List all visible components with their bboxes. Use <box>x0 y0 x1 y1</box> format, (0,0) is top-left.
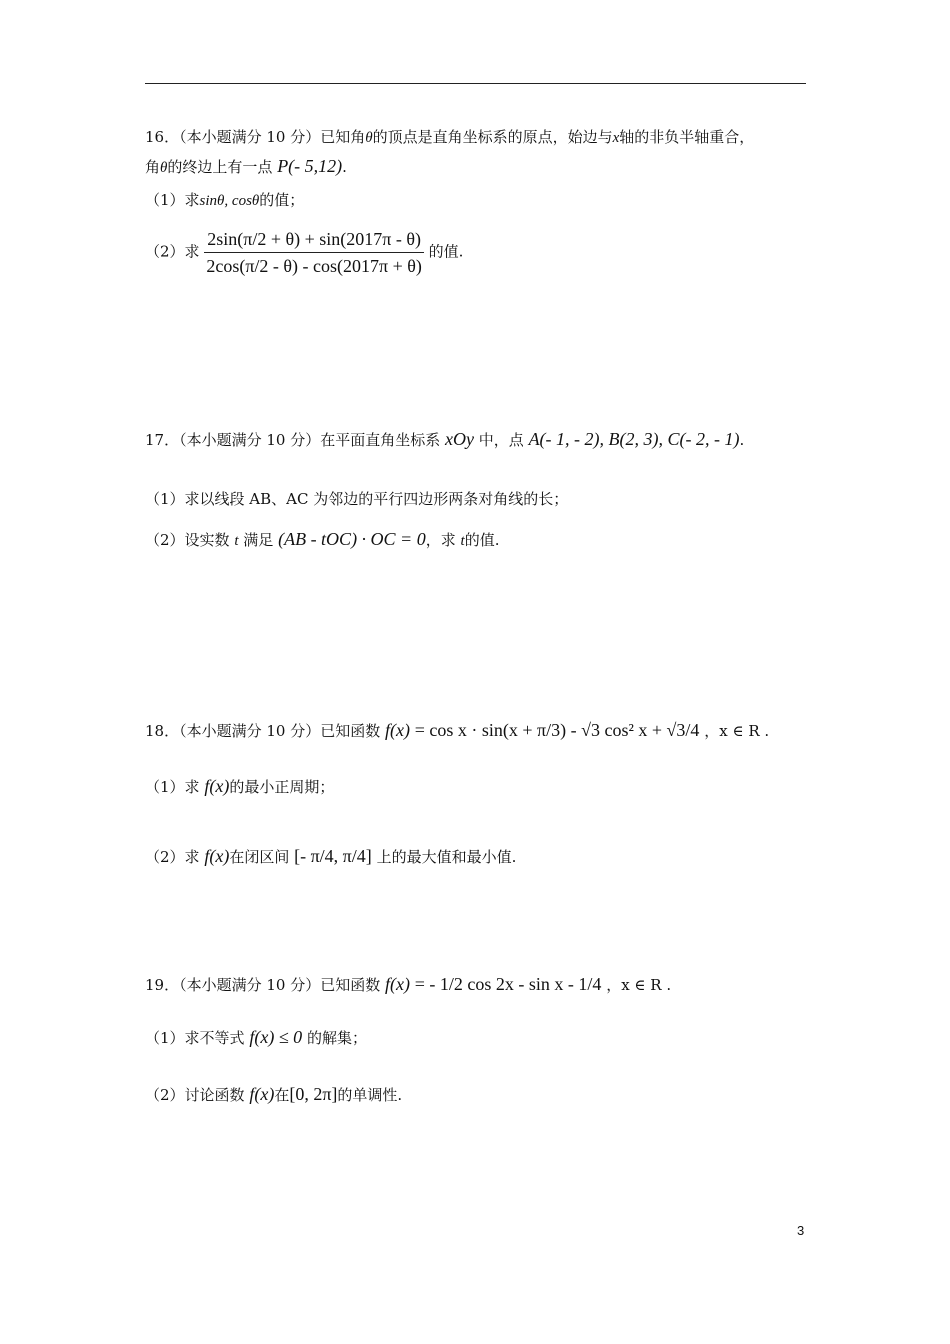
q19-part1: （1）求不等式 f(x) ≤ 0 的解集； <box>145 1027 367 1047</box>
q19-interval: [0, 2π] <box>289 1084 338 1104</box>
q16-part1: （1）求sinθ, cosθ的值； <box>145 191 305 209</box>
q16-fraction: $\frac{2\sin(\pi/2 + \theta) + \sin(2017\pi - \theta)}{2\cos(\pi/2 - \theta) - \cos(2017\pi + \theta)}$ <box>206 229 422 276</box>
q18-expression: = cos x · sin(x + π/3) - √3 cos² x + √3/4 <box>414 720 700 740</box>
q18-part2: （2）求 f(x)在闭区间 [- π/4, π/4] 上的最大值和最小值. <box>145 846 517 866</box>
point-p: P(- 5,12) <box>277 156 343 176</box>
q18-interval: [- π/4, π/4] <box>294 846 372 866</box>
q19-part2: （2）讨论函数 f(x)在[0, 2π]的单调性. <box>145 1084 403 1104</box>
q19-line1: 19．（本小题满分 10 分）已知函数 f(x) = - 1/2 cos 2x - sin x - 1/4 ，x ∈ R . <box>145 974 672 994</box>
page-number: 3 <box>797 1223 805 1238</box>
q18-line1: 18．（本小题满分 10 分）已知函数 f(x) = cos x · sin(x + π/3) - √3 cos² x + √3/4 ，x ∈ R . <box>145 720 770 740</box>
q16-line1: 16．（本小题满分 10 分）已知角θ的顶点是直角坐标系的原点，始边与x轴的非负半轴重合， <box>145 128 755 146</box>
q17-part1: （1）求以线段 AB、AC 为邻边的平行四边形两条对角线的长； <box>145 490 569 508</box>
q19-expression: = - 1/2 cos 2x - sin x - 1/4 <box>414 974 602 994</box>
q16-part2: （2）求 $\frac{2\sin(\pi/2 + \theta) + \sin(2017\pi - \theta)}{2\cos(\pi/2 - \theta) - \cos(2017\pi + \theta)}$ 的值. <box>145 229 464 276</box>
q17-part2: （2）设实数 t 满足 (AB - tOC) · OC = 0，求 t的值. <box>145 529 500 549</box>
points-abc: A(- 1, - 2), B(2, 3), C(- 2, - 1) <box>528 429 740 449</box>
q16-line2: 角θ的终边上有一点 P(- 5,12). <box>145 156 347 176</box>
q17-line1: 17．（本小题满分 10 分）在平面直角坐标系 xOy 中，点 A(- 1, - 2), B(2, 3), C(- 2, - 1). <box>145 429 745 449</box>
header-rule <box>145 83 806 84</box>
vector-equation: (AB - tOC) · OC = 0 <box>278 529 426 549</box>
q18-part1: （1）求 f(x)的最小正周期； <box>145 776 335 796</box>
